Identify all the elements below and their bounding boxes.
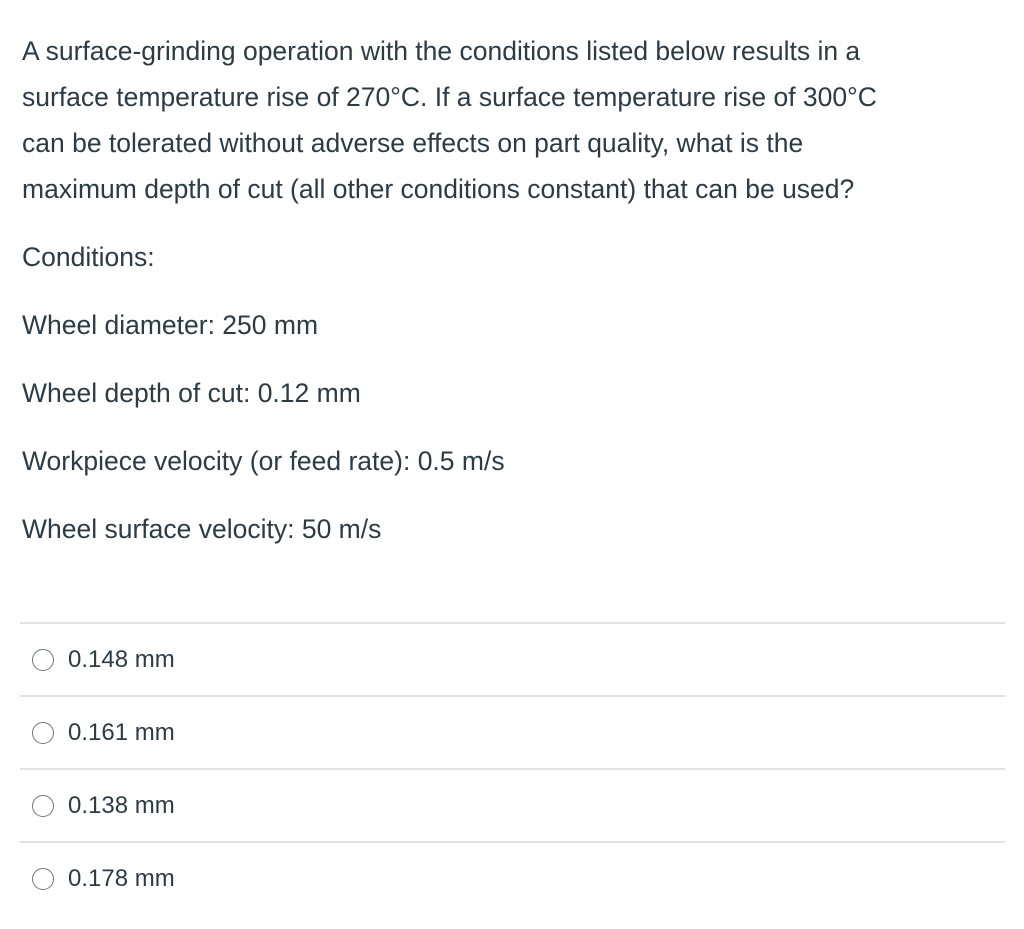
question-text (22, 28, 1007, 212)
conditions-heading: Conditions: (22, 242, 155, 272)
answer-option[interactable] (20, 841, 1005, 914)
radio-button[interactable] (32, 868, 54, 890)
radio-button[interactable] (32, 722, 54, 744)
answer-label: 0.178 mm (68, 864, 175, 892)
answer-options (20, 622, 1005, 914)
question-line: can be tolerated without adverse effects on part quality, what is the (22, 128, 804, 158)
radio-button[interactable] (32, 649, 54, 671)
answer-label: 0.161 mm (68, 718, 175, 746)
answer-option[interactable] (20, 695, 1005, 768)
question-line: A surface-grinding operation with the conditions listed below results in a (22, 36, 861, 66)
condition-wheel-diameter: Wheel diameter: 250 mm (22, 310, 319, 340)
question-body (22, 28, 1007, 552)
answer-option[interactable] (20, 768, 1005, 841)
condition-workpiece-velocity: Workpiece velocity (or feed rate): 0.5 m/s (22, 446, 505, 476)
question-line: surface temperature rise of 270°C. If a surface temperature rise of 300°C (22, 82, 877, 112)
answer-option[interactable] (20, 622, 1005, 695)
answer-label: 0.148 mm (68, 645, 175, 673)
question-line: maximum depth of cut (all other conditions constant) that can be used? (22, 174, 855, 204)
radio-button[interactable] (32, 795, 54, 817)
answer-label: 0.138 mm (68, 791, 175, 819)
condition-wheel-depth-of-cut: Wheel depth of cut: 0.12 mm (22, 378, 361, 408)
condition-wheel-surface-velocity: Wheel surface velocity: 50 m/s (22, 514, 382, 544)
